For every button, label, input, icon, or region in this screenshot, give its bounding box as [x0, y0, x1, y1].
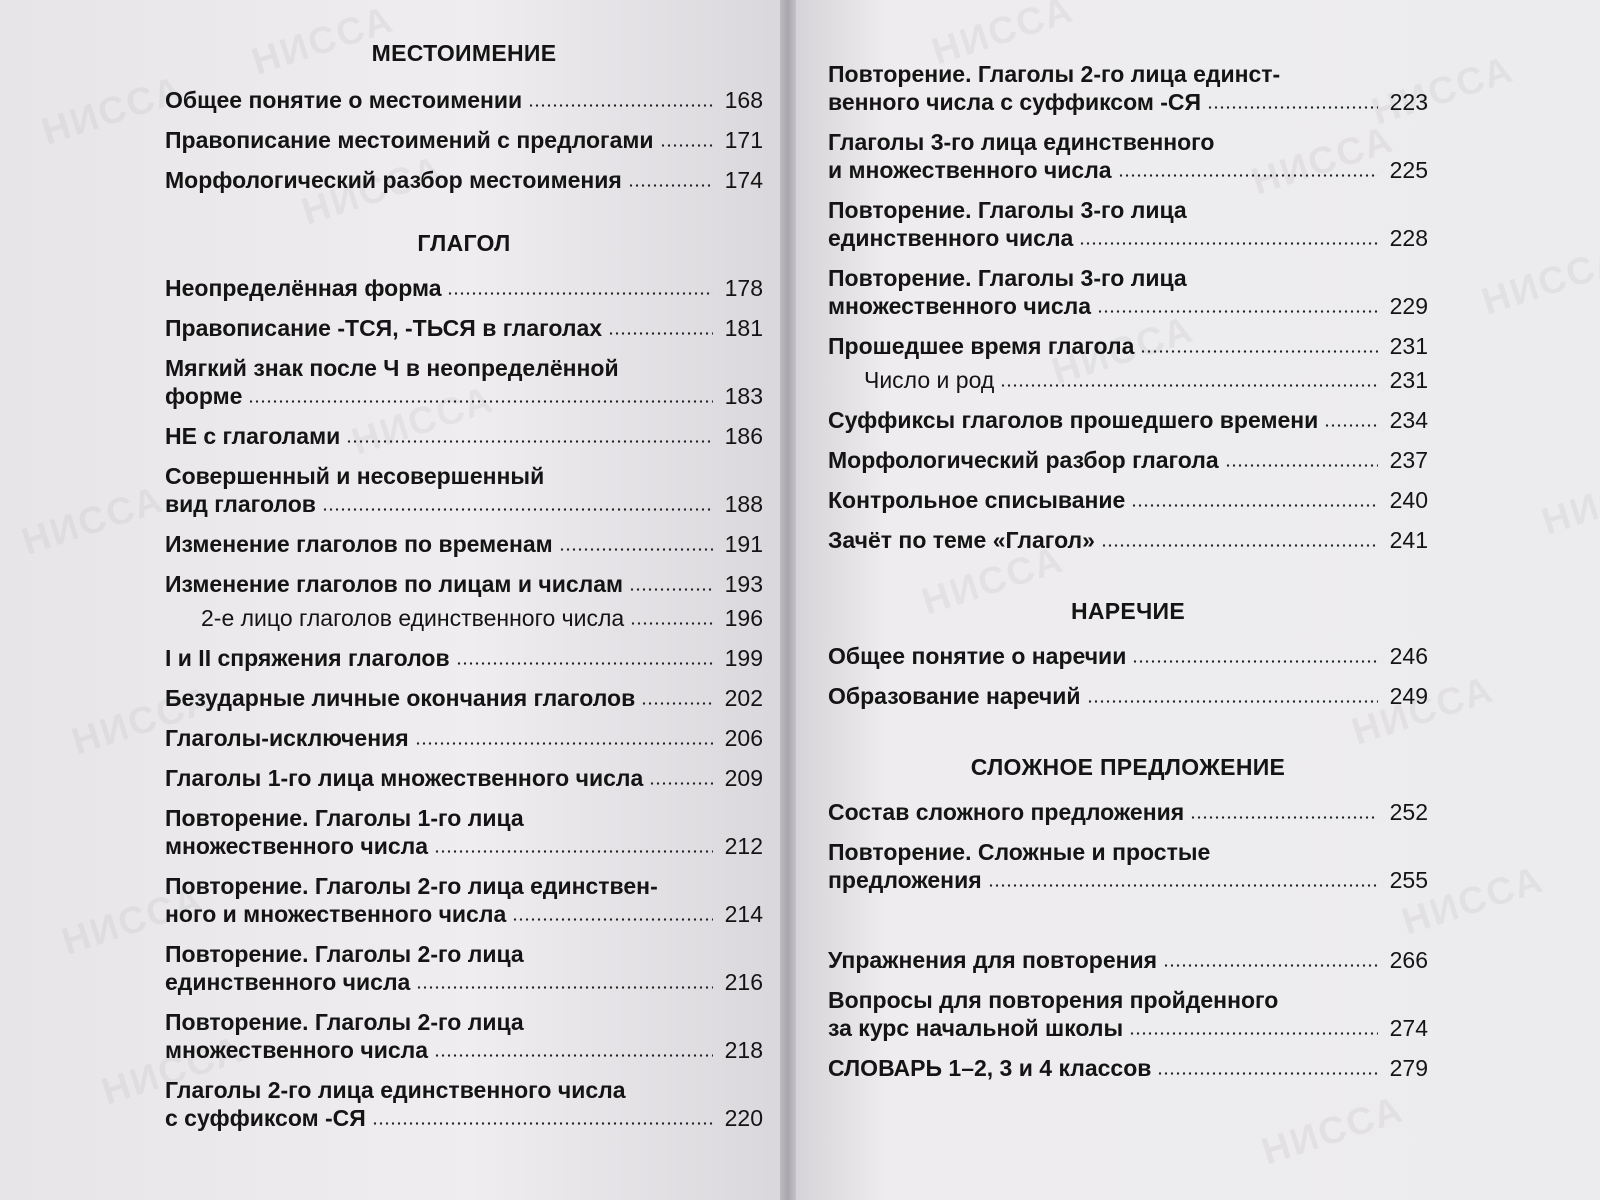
dot-leader: [322, 508, 713, 511]
toc-entry-title: Число и род: [864, 367, 995, 393]
toc-entry[interactable]: [165, 940, 763, 996]
page-number: 216: [724, 969, 763, 995]
dot-leader: [660, 144, 713, 147]
dot-leader: [434, 850, 713, 853]
dot-leader: [248, 400, 713, 403]
toc-entry[interactable]: [828, 264, 1428, 320]
toc-entry-title-line: Повторение. Глаголы 2-го лица: [165, 1009, 524, 1035]
toc-entry-title-line: Повторение. Глаголы 2-го лица единст-: [828, 61, 1281, 87]
toc-entry[interactable]: [165, 314, 763, 342]
dot-leader: [1132, 660, 1378, 663]
dot-leader: [988, 884, 1378, 887]
dot-leader: [630, 622, 713, 625]
page-number: 199: [724, 645, 763, 671]
toc-entry-title: НЕ с глаголами: [165, 423, 341, 449]
toc-entry[interactable]: [828, 446, 1428, 474]
page-number: 193: [724, 571, 763, 597]
dot-leader: [1079, 242, 1378, 245]
dot-leader: [1129, 1032, 1378, 1035]
toc-entry-title: I и II спряжения глаголов: [165, 645, 450, 671]
page-number: 223: [1389, 89, 1428, 115]
toc-entry-title: за курс начальной школы: [828, 1015, 1124, 1041]
toc-entry[interactable]: [165, 684, 763, 712]
dot-leader: [559, 548, 713, 551]
dot-leader: [1131, 504, 1378, 507]
toc-entry-title: Правописание -ТСЯ, -ТЬСЯ в глаголах: [165, 315, 603, 341]
toc-entry-title: Контрольное списывание: [828, 487, 1126, 513]
toc-entry-title-line: Повторение. Глаголы 1-го лица: [165, 805, 524, 831]
toc-entry-title: предложения: [828, 867, 982, 893]
toc-entry-title: Прошедшее время глагола: [828, 333, 1135, 359]
toc-entry[interactable]: [165, 1008, 763, 1064]
page-number: 212: [724, 833, 763, 859]
toc-entry-title: Изменение глаголов по лицам и числам: [165, 571, 624, 597]
page-number: 249: [1389, 683, 1428, 709]
dot-leader: [641, 702, 713, 705]
page-number: 234: [1389, 407, 1428, 433]
toc-entry-title: Правописание местоимений с предлогами: [165, 127, 654, 153]
toc-entry-title-line: Глаголы 3-го лица единственного: [828, 129, 1215, 155]
toc-entry-title: Глаголы 1-го лица множественного числа: [165, 765, 644, 791]
toc-entry-title: ного и множественного числа: [165, 901, 507, 927]
toc-entry-title: множественного числа: [828, 293, 1092, 319]
toc-entry[interactable]: [828, 838, 1428, 894]
page-number: 218: [724, 1037, 763, 1063]
toc-entry-title: Состав сложного предложения: [828, 799, 1185, 825]
toc-entry[interactable]: [165, 804, 763, 860]
page-number: 252: [1389, 799, 1428, 825]
toc-entry-title: единственного числа: [828, 225, 1074, 251]
page-number: 246: [1389, 643, 1428, 669]
dot-leader: [416, 986, 713, 989]
page-number: 171: [724, 127, 763, 153]
toc-entry-title: Морфологический разбор глагола: [828, 447, 1219, 473]
toc-entry-title: единственного числа: [165, 969, 411, 995]
dot-leader: [346, 440, 713, 443]
page-number: 186: [724, 423, 763, 449]
toc-entry-title: вид глаголов: [165, 491, 316, 517]
page-number: 181: [724, 315, 763, 341]
page-number: 237: [1389, 447, 1428, 473]
toc-entry-title: Морфологический разбор местоимения: [165, 167, 622, 193]
toc-entry-title: Глаголы-исключения: [165, 725, 409, 751]
toc-entry[interactable]: [828, 642, 1428, 670]
page-number: 220: [724, 1105, 763, 1131]
toc-entry-title-line: Мягкий знак после Ч в неопределённой: [165, 355, 619, 381]
toc-entry-title: Общее понятие о наречии: [828, 643, 1127, 669]
page-number: 231: [1389, 333, 1428, 359]
page-number: 191: [724, 531, 763, 557]
toc-entry-title-line: Повторение. Глаголы 3-го лица: [828, 197, 1187, 223]
toc-entry[interactable]: [165, 644, 763, 672]
toc-entry[interactable]: [165, 274, 763, 302]
toc-entry-title: Изменение глаголов по временам: [165, 531, 553, 557]
page-number: 214: [724, 901, 763, 927]
dot-leader: [434, 1054, 713, 1057]
toc-entry[interactable]: [165, 462, 763, 518]
toc-entry[interactable]: [165, 570, 763, 598]
dot-leader: [1207, 106, 1378, 109]
page-number: 274: [1389, 1015, 1428, 1041]
dot-leader: [372, 1122, 713, 1125]
toc-entry[interactable]: [828, 1054, 1428, 1082]
page-number: 231: [1389, 367, 1428, 393]
dot-leader: [628, 184, 713, 187]
dot-leader: [1087, 700, 1378, 703]
toc-entry[interactable]: [828, 406, 1428, 434]
toc-entry-title: Безударные личные окончания глаголов: [165, 685, 636, 711]
dot-leader: [528, 104, 713, 107]
toc-entry[interactable]: [165, 1076, 763, 1132]
toc-entry[interactable]: [828, 60, 1428, 116]
toc-entry-title-line: Повторение. Сложные и простые: [828, 839, 1211, 865]
toc-entry-title: Неопределённая форма: [165, 275, 442, 301]
page-number: 266: [1389, 947, 1428, 973]
toc-subentry[interactable]: [828, 366, 1428, 394]
toc-entry[interactable]: [828, 682, 1428, 710]
toc-entry-title: 2-е лицо глаголов единственного числа: [201, 605, 625, 631]
page-number: 241: [1389, 527, 1428, 553]
dot-leader: [447, 292, 713, 295]
dot-leader: [512, 918, 713, 921]
page-number: 225: [1389, 157, 1428, 183]
toc-entry[interactable]: [828, 128, 1428, 184]
toc-entry-title: с суффиксом -СЯ: [165, 1105, 366, 1131]
toc-entry-title-line: Вопросы для повторения пройденного: [828, 987, 1279, 1013]
section-heading: МЕСТОИМЕНИЕ: [371, 40, 557, 66]
dot-leader: [1140, 350, 1378, 353]
toc-entry-title: Образование наречий: [828, 683, 1081, 709]
toc-entry-title: множественного числа: [165, 833, 429, 859]
toc-entry-title: и множественного числа: [828, 157, 1112, 183]
page-number: 202: [724, 685, 763, 711]
toc-entry-title-line: Глаголы 2-го лица единственного числа: [165, 1077, 626, 1103]
dot-leader: [1000, 384, 1378, 387]
toc-entry[interactable]: [165, 354, 763, 410]
toc-entry[interactable]: [165, 872, 763, 928]
toc-entry-title: СЛОВАРЬ 1–2, 3 и 4 классов: [828, 1055, 1152, 1081]
page-number: 196: [724, 605, 763, 631]
toc-entry-title: множественного числа: [165, 1037, 429, 1063]
dot-leader: [1225, 464, 1378, 467]
page-number: 229: [1389, 293, 1428, 319]
page-number: 178: [724, 275, 763, 301]
toc-entry[interactable]: [165, 764, 763, 792]
toc-entry-title: Суффиксы глаголов прошедшего времени: [828, 407, 1319, 433]
toc-entry-title-line: Повторение. Глаголы 3-го лица: [828, 265, 1187, 291]
toc-entry[interactable]: [165, 530, 763, 558]
page-number: 255: [1389, 867, 1428, 893]
dot-leader: [1101, 544, 1378, 547]
dot-leader: [1097, 310, 1378, 313]
page-number: 240: [1389, 487, 1428, 513]
page-number: 188: [724, 491, 763, 517]
toc-entry[interactable]: [828, 332, 1428, 360]
book-spine: [780, 0, 796, 1200]
page-number: 279: [1389, 1055, 1428, 1081]
toc-entry[interactable]: [828, 526, 1428, 554]
dot-leader: [1190, 816, 1378, 819]
toc-entry-title: Общее понятие о местоимении: [165, 87, 523, 113]
section-heading: СЛОЖНОЕ ПРЕДЛОЖЕНИЕ: [970, 754, 1286, 780]
toc-entry-title-line: Повторение. Глаголы 2-го лица: [165, 941, 524, 967]
dot-leader: [608, 332, 713, 335]
toc-entry[interactable]: [828, 946, 1428, 974]
toc-entry-title: Упражнения для повторения: [828, 947, 1158, 973]
page-number: 168: [724, 87, 763, 113]
dot-leader: [415, 742, 713, 745]
page-number: 174: [724, 167, 763, 193]
toc-entry-title-line: Повторение. Глаголы 2-го лица единствен-: [165, 873, 658, 899]
toc-entry[interactable]: [828, 798, 1428, 826]
toc-subentry[interactable]: [165, 604, 763, 632]
toc-entry[interactable]: [165, 126, 763, 154]
toc-entry[interactable]: [828, 986, 1428, 1042]
dot-leader: [629, 588, 713, 591]
section-heading: ГЛАГОЛ: [417, 230, 511, 256]
toc-entry-title: форме: [165, 383, 243, 409]
section-heading: НАРЕЧИЕ: [1070, 598, 1186, 624]
page-number: 209: [724, 765, 763, 791]
dot-leader: [1118, 174, 1378, 177]
toc-entry[interactable]: [165, 422, 763, 450]
toc-entry[interactable]: [165, 86, 763, 114]
dot-leader: [1324, 424, 1378, 427]
dot-leader: [1157, 1072, 1378, 1075]
toc-entry-title: Зачёт по теме «Глагол»: [828, 527, 1095, 553]
dot-leader: [649, 782, 713, 785]
toc-entry-title-line: Совершенный и несовершенный: [165, 463, 545, 489]
dot-leader: [456, 662, 713, 665]
page-number: 228: [1389, 225, 1428, 251]
toc-entry[interactable]: [165, 166, 763, 194]
toc-entry[interactable]: [828, 196, 1428, 252]
page-number: 183: [724, 383, 763, 409]
toc-entry-title: венного числа с суффиксом -СЯ: [828, 89, 1202, 115]
toc-entry[interactable]: [828, 486, 1428, 514]
page-number: 206: [724, 725, 763, 751]
toc-entry[interactable]: [165, 724, 763, 752]
dot-leader: [1163, 964, 1378, 967]
